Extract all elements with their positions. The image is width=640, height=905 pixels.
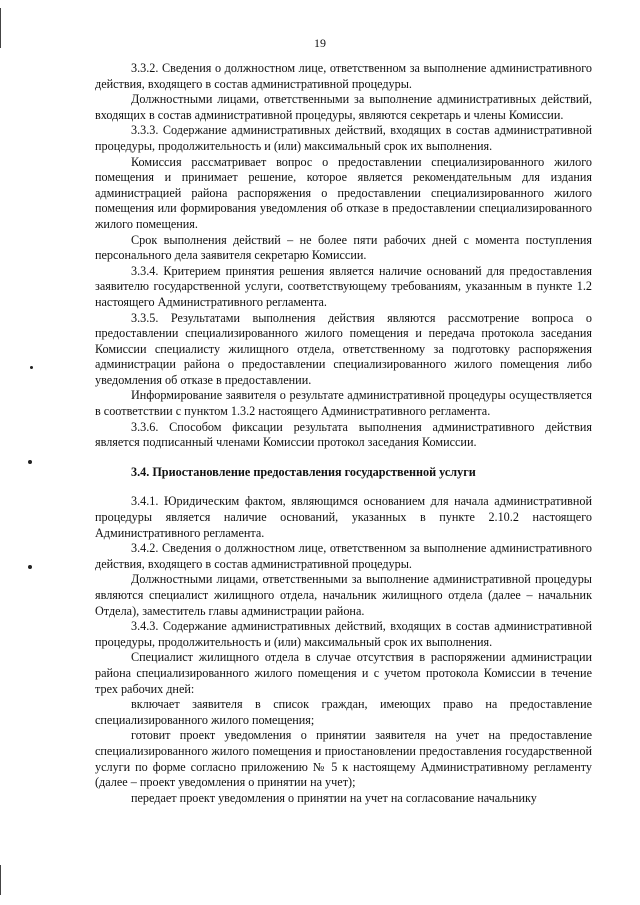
page-edge-mark — [0, 865, 1, 895]
paragraph: 3.4.3. Содержание административных действий, входящих в состав административной процедуры, продолжительность и (или) максимальный срок их выполнения. — [95, 619, 592, 649]
paragraph: передает проект уведомления о принятии на учет на согласование начальнику — [131, 790, 537, 805]
paragraph: 3.3.5. Результатами выполнения действия являются рассмотрение вопроса о предоставлении специализированного жилого помещения и передача протокола заседания Комиссии специалисту жилищного отдела, ответственному за подготовку распоряжения администрации района о предоставлении специализированного жилого помещения либо уведомления об отказе в предоставлении. — [95, 310, 592, 387]
paragraph: 3.4.1. Юридическим фактом, являющимся основанием для начала административной процедуры является наличие оснований, указанных в пункте 2.10.2 настоящего Административного регламента. — [95, 494, 592, 540]
paragraph: готовит проект уведомления о принятии заявителя на учет на предоставление специализированного жилого помещения и приостановлении предоставления государственной услуги по форме согласно приложению № 5 к настоящему Административному регламенту (далее – проект уведомления о принятии на учет); — [95, 728, 592, 790]
scan-speck — [28, 565, 32, 569]
paragraph: Должностными лицами, ответственными за выполнение административных действий, входящих в состав административной процедуры, являются секретарь и члены Комиссии. — [95, 92, 592, 122]
paragraph: включает заявителя в список граждан, имеющих право на предоставление специализированного жилого помещения; — [95, 697, 592, 727]
section-heading: 3.4. Приостановление предоставления государственной услуги — [131, 464, 476, 479]
paragraph: Срок выполнения действий – не более пяти рабочих дней с момента поступления персонального дела заявителя секретарю Комиссии. — [95, 232, 592, 263]
paragraph: Должностными лицами, ответственными за выполнение административной процедуры являются специалист жилищного отдела, начальник жилищного отдела (далее – начальник Отдела), заместитель главы администрации района. — [95, 572, 592, 618]
page-number: 19 — [314, 36, 326, 50]
scan-speck — [28, 460, 32, 464]
paragraph: 3.3.3. Содержание административных действий, входящих в состав административной процедуры, продолжительность и (или) максимальный срок их выполнения. — [95, 123, 592, 153]
paragraph: 3.4.2. Сведения о должностном лице, ответственном за выполнение административного действия, входящего в состав административной процедуры. — [95, 541, 592, 571]
paragraph: Специалист жилищного отдела в случае отсутствия в распоряжении администрации района специализированного жилого помещения и с учетом протокола Комиссии в течение трех рабочих дней: — [95, 650, 592, 696]
document-body — [95, 61, 592, 806]
paragraph: Информирование заявителя о результате административной процедуры осуществляется в соответствии с пунктом 1.3.2 настоящего Административного регламента. — [95, 388, 592, 419]
paragraph: 3.3.2. Сведения о должностном лице, ответственном за выполнение административного действия, входящего в состав административной процедуры. — [95, 61, 592, 91]
scan-speck — [30, 366, 33, 369]
paragraph: 3.3.4. Критерием принятия решения является наличие оснований для предоставления заявителю государственной услуги, соответствующему требованиям, указанным в пункте 1.2 настоящего Административного регламента. — [95, 263, 592, 309]
paragraph: 3.3.6. Способом фиксации результата выполнения административного действия является подписанный членами Комиссии протокол заседания Комиссии. — [95, 419, 592, 450]
paragraph: Комиссия рассматривает вопрос о предоставлении специализированного жилого помещения и принимает решение, которое является рекомендательным для издания администрацией района распоряжения о предоставлении специализированного жилого помещения или формирования уведомления об отказе в предоставлении специализированного жилого помещения. — [95, 154, 592, 231]
